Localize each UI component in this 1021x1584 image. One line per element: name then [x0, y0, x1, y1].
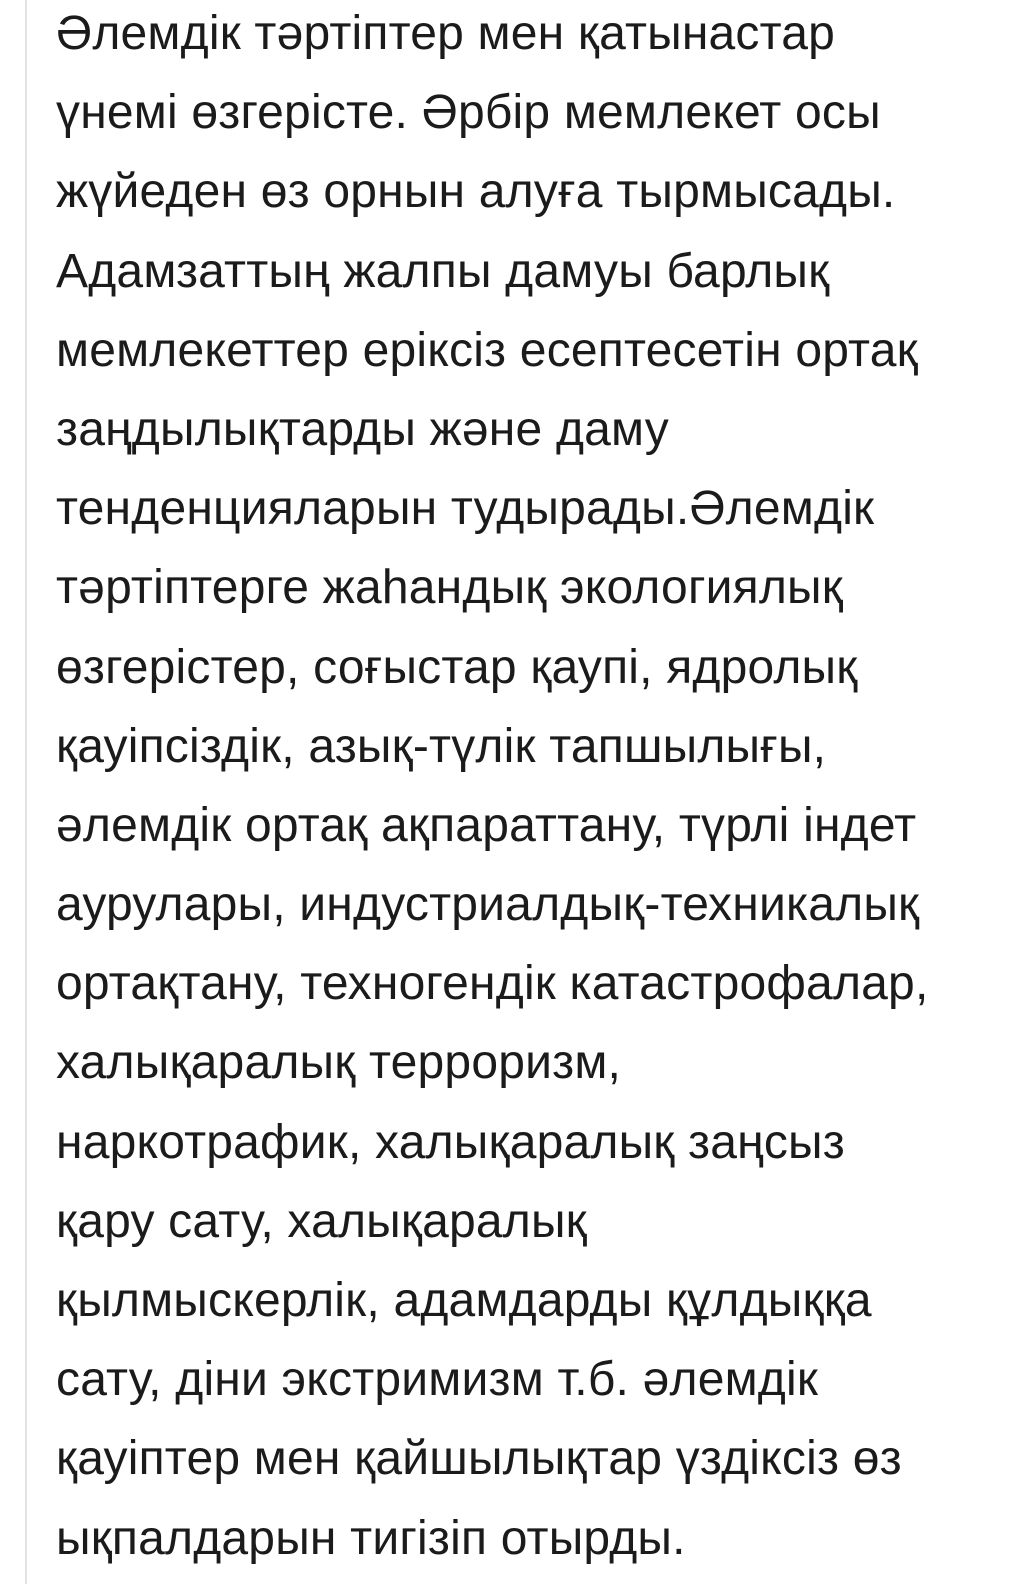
paragraph-line: әлемдік ортақ ақпараттану, түрлі індет	[56, 798, 917, 852]
paragraph-line: халықаралық терроризм,	[56, 1036, 622, 1090]
paragraph-line: жүйеден өз орнын алуға тырмысады.	[56, 165, 896, 219]
paragraph-line: тенденцияларын тудырады.Әлемдік	[56, 482, 875, 536]
paragraph-line: ықпалдарын тигізіп отырды.	[56, 1511, 686, 1565]
paragraph-line: Әлемдік тәртіптер мен қатынастар	[56, 7, 836, 60]
paragraph-line: мемлекеттер еріксіз есептесетін ортақ	[56, 323, 918, 377]
paragraph-line: сату, діни экстримизм т.б. әлемдік	[56, 1353, 819, 1407]
paragraph-line: тәртіптерге жаһандық экологиялық	[56, 561, 843, 615]
paragraph-line: наркотрафик, халықаралық заңсыз	[56, 1115, 845, 1169]
paragraph-line: заңдылықтарды және даму	[56, 402, 669, 456]
paragraph-line: қару сату, халықаралық	[56, 1194, 587, 1248]
paragraph-line: үнемі өзгерісте. Әрбір мемлекет осы	[56, 86, 881, 140]
paragraph-line: аурулары, индустриалдық-техникалық	[56, 878, 920, 932]
left-edge-divider	[25, 0, 27, 1584]
paragraph-line: ортақтану, техногендік катастрофалар,	[56, 957, 929, 1011]
paragraph-text	[56, 0, 1009, 1578]
paragraph-line: өзгерістер, соғыстар қаупі, ядролық	[56, 640, 858, 694]
paragraph-line: қылмыскерлік, адамдарды құлдыққа	[56, 1274, 872, 1327]
paragraph-line: қауіпсіздік, азық-түлік тапшылығы,	[56, 719, 827, 773]
paragraph-line: қауіптер мен қайшылықтар үздіксіз өз	[56, 1432, 902, 1486]
paragraph-line: Адамзаттың жалпы дамуы барлық	[56, 244, 830, 298]
